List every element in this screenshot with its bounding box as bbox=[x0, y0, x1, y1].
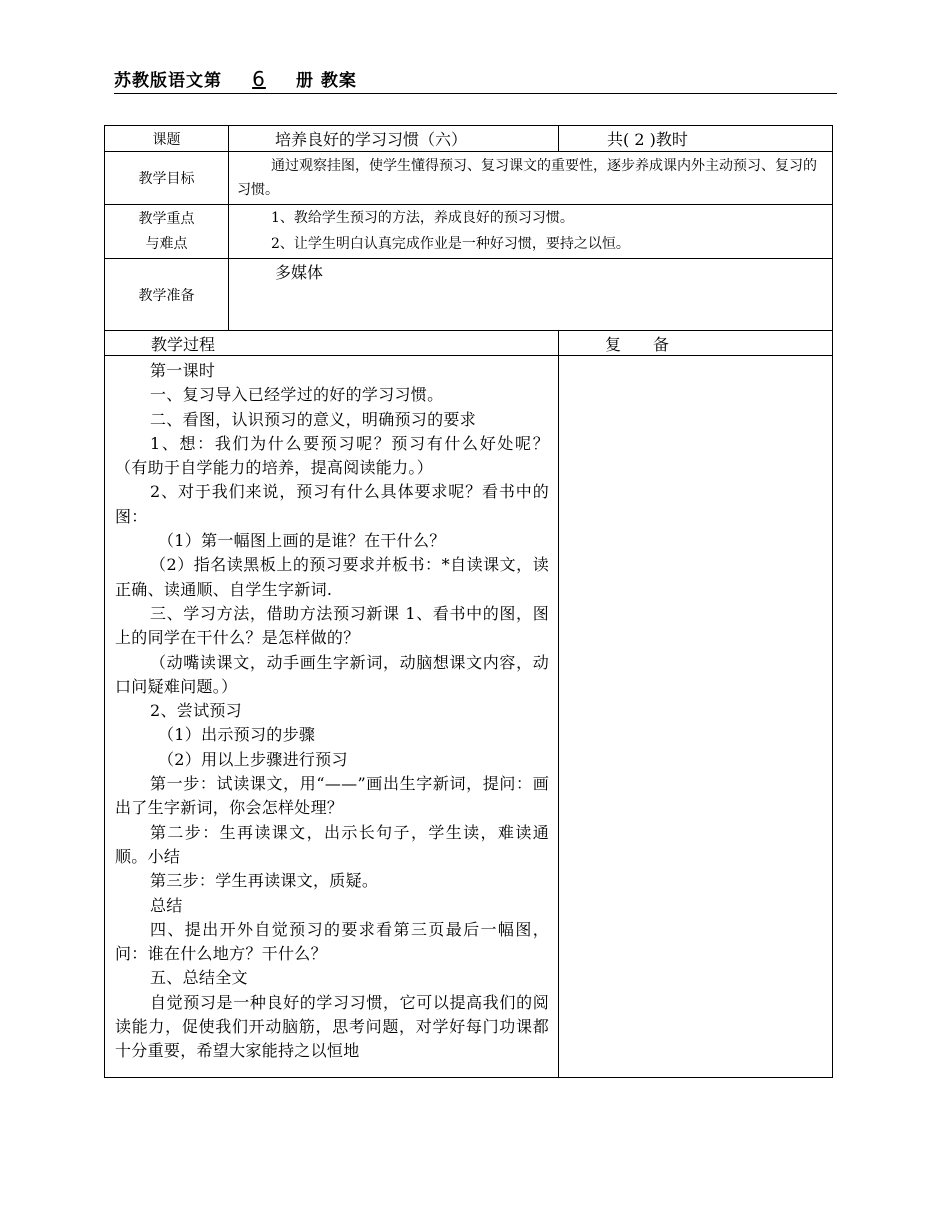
topic-label: 课题 bbox=[105, 126, 229, 152]
process-label: 教学过程 bbox=[105, 331, 559, 356]
topic-value: 培养良好的学习习惯（六） bbox=[229, 126, 559, 152]
goal-label: 教学目标 bbox=[105, 152, 229, 205]
process-paragraph: 二、看图，认识预习的意义，明确预习的要求 bbox=[150, 409, 477, 429]
process-paragraph: 三、学习方法，借助方法预习新课 1、看书中的图，图上的同学在干什么？是怎样做的？ bbox=[115, 603, 550, 648]
process-paragraph: （2）用以上步骤进行预习 bbox=[158, 749, 348, 769]
process-paragraph: 第三步：学生再读课文，质疑。 bbox=[150, 871, 379, 891]
process-paragraph: 五、总结全文 bbox=[150, 968, 248, 988]
process-paragraph: 四、提出开外自觉预习的要求看第三页最后一幅图，问：谁在什么地方？干什么？ bbox=[115, 919, 550, 964]
prep-row bbox=[105, 259, 833, 331]
process-body-row bbox=[105, 356, 833, 1078]
lesson-plan-table bbox=[104, 125, 833, 1078]
focus-label bbox=[105, 205, 229, 259]
focus-row bbox=[105, 205, 833, 259]
review-label: 复 备 bbox=[559, 331, 833, 356]
focus-label-line-2: 与难点 bbox=[145, 235, 188, 252]
goal-cell bbox=[229, 152, 833, 205]
review-content bbox=[559, 356, 833, 1078]
process-paragraph: 第一步：试读课文，用“——”画出生字新词，提问：画出了生字新词，你会怎样处理？ bbox=[115, 774, 550, 818]
prep-label: 教学准备 bbox=[105, 259, 229, 331]
process-content bbox=[105, 356, 559, 1078]
process-paragraph: 2、尝试预习 bbox=[150, 701, 242, 721]
process-paragraph: 第二步：生再读课文，出示长句子，学生读，难读通顺。小结 bbox=[115, 822, 550, 866]
volume-number: 6 bbox=[252, 67, 266, 91]
header-suffix: 册 教案 bbox=[296, 71, 357, 91]
prep-cell bbox=[229, 259, 833, 331]
process-paragraph: 自觉预习是一种良好的学习习惯，它可以提高我们的阅读能力，促使我们开动脑筋，思考问题，对学好每门功课都十分重要，希望大家能持之以恒地 bbox=[115, 992, 550, 1061]
process-paragraph: （1）第一幅图上画的是谁？在干什么？ bbox=[158, 531, 446, 551]
process-paragraph: （1）出示预习的步骤 bbox=[158, 725, 316, 745]
document-header bbox=[114, 66, 357, 91]
header-prefix: 苏教版语文第 bbox=[114, 71, 222, 91]
process-paragraph: （2）指名读黑板上的预习要求并板书：*自读课文，读正确、读通顺、自学生字新词. bbox=[115, 555, 550, 599]
focus-item: 2、让学生明白认真完成作业是一种好习惯，要持之以恒。 bbox=[271, 236, 630, 252]
focus-item: 1、教给学生预习的方法，养成良好的预习习惯。 bbox=[271, 210, 574, 226]
prep-value: 多媒体 bbox=[275, 263, 324, 282]
goal-row bbox=[105, 152, 833, 205]
process-paragraph: 第一课时 bbox=[150, 361, 216, 380]
process-paragraph: （动嘴读课文，动手画生字新词，动脑想课文内容，动口问疑难问题。） bbox=[115, 652, 550, 696]
lesson-hours: 共( 2 )教时 bbox=[559, 126, 833, 152]
process-header-row bbox=[105, 331, 833, 356]
focus-cell bbox=[229, 205, 833, 259]
goal-text: 通过观察挂图，使学生懂得预习、复习课文的重要性，逐步养成课内外主动预习、复习的习惯。 bbox=[237, 158, 817, 198]
focus-label-line-1: 教学重点 bbox=[138, 210, 195, 227]
topic-row bbox=[105, 126, 833, 152]
process-paragraph: 1、想：我们为什么要预习呢？预习有什么好处呢？（有助于自学能力的培养，提高阅读能力。） bbox=[115, 433, 550, 478]
header-rule bbox=[114, 93, 837, 94]
process-paragraph: 一、复习导入已经学过的好的学习习惯。 bbox=[150, 385, 444, 405]
process-paragraph: 总结 bbox=[150, 895, 183, 915]
process-paragraph: 2、对于我们来说，预习有什么具体要求呢？看书中的图： bbox=[115, 482, 550, 526]
